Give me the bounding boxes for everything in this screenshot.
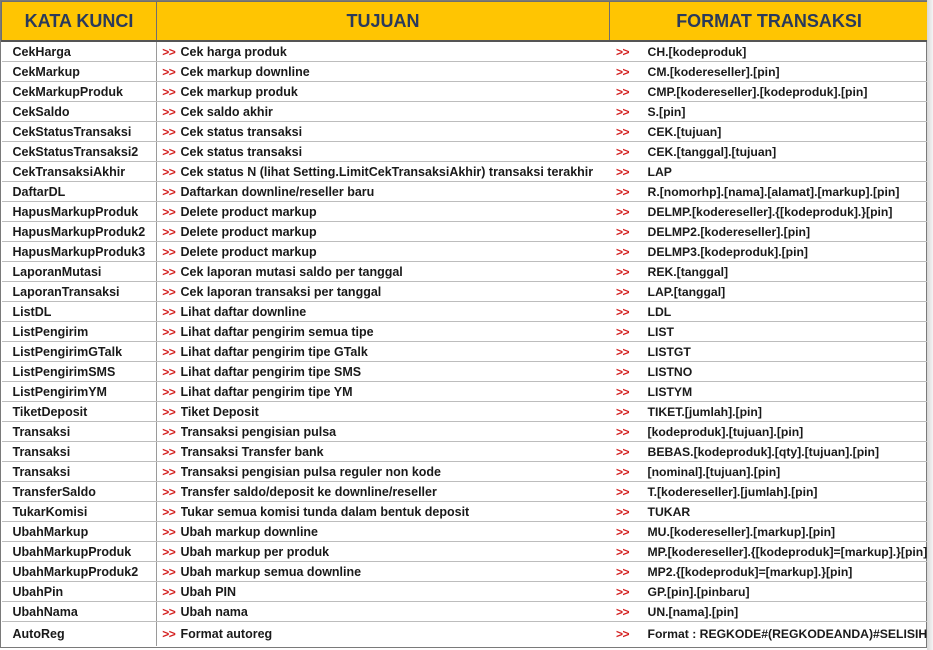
- table-row: [2, 522, 929, 542]
- right-edge-shadow: [927, 0, 933, 650]
- format-cell: BEBAS.[kodeproduk].[qty].[tujuan].[pin]: [636, 442, 929, 462]
- purpose-cell: Lihat daftar pengirim tipe SMS: [181, 362, 610, 382]
- arrow-marker: >>: [610, 41, 636, 62]
- arrow-marker: >>: [157, 482, 181, 502]
- purpose-cell: Transaksi pengisian pulsa: [181, 422, 610, 442]
- arrow-marker: >>: [157, 502, 181, 522]
- arrow-marker: >>: [610, 202, 636, 222]
- table-row: [2, 542, 929, 562]
- arrow-marker: >>: [610, 562, 636, 582]
- format-cell: CMP.[kodereseller].[kodeproduk].[pin]: [636, 82, 929, 102]
- purpose-cell: Lihat daftar downline: [181, 302, 610, 322]
- arrow-marker: >>: [610, 82, 636, 102]
- table-row: [2, 562, 929, 582]
- format-cell: CM.[kodereseller].[pin]: [636, 62, 929, 82]
- keyword-cell: UbahPin: [2, 582, 157, 602]
- format-cell: MP2.{[kodeproduk]=[markup].}[pin]: [636, 562, 929, 582]
- purpose-cell: Cek status transaksi: [181, 142, 610, 162]
- format-cell: Format : REGKODE#(REGKODEANDA)#SELISIH: [647, 627, 928, 641]
- keyword-cell: TiketDeposit: [2, 402, 157, 422]
- keyword-cell: CekSaldo: [2, 102, 157, 122]
- arrow-marker: >>: [157, 262, 181, 282]
- arrow-marker: >>: [610, 462, 636, 482]
- purpose-cell: Tiket Deposit: [181, 402, 610, 422]
- format-cell: DELMP2.[kodereseller].[pin]: [636, 222, 929, 242]
- keyword-cell: ListPengirimGTalk: [2, 342, 157, 362]
- purpose-cell: Cek saldo akhir: [181, 102, 610, 122]
- keyword-cell: UbahMarkupProduk2: [2, 562, 157, 582]
- arrow-marker: >>: [157, 102, 181, 122]
- purpose-cell: Ubah markup downline: [181, 522, 610, 542]
- keyword-cell: CekMarkupProduk: [2, 82, 157, 102]
- format-cell: [nominal].[tujuan].[pin]: [636, 462, 929, 482]
- purpose-cell: Cek laporan transaksi per tanggal: [181, 282, 610, 302]
- keyword-cell: Transaksi: [2, 422, 157, 442]
- arrow-marker: >>: [610, 242, 636, 262]
- arrow-marker: >>: [610, 302, 636, 322]
- format-cell: TIKET.[jumlah].[pin]: [636, 402, 929, 422]
- purpose-cell: Ubah markup per produk: [181, 542, 610, 562]
- arrow-marker: >>: [610, 162, 636, 182]
- keyword-cell: CekHarga: [2, 41, 157, 62]
- table-row: [2, 102, 929, 122]
- arrow-marker: >>: [157, 442, 181, 462]
- arrow-marker: >>: [610, 442, 636, 462]
- keyword-cell: LaporanTransaksi: [2, 282, 157, 302]
- arrow-marker: >>: [157, 522, 181, 542]
- format-cell: LAP.[tanggal]: [636, 282, 929, 302]
- purpose-cell: Cek status N (lihat Setting.LimitCekTransaksiAkhir) transaksi terakhir: [181, 162, 610, 182]
- keyword-cell: UbahMarkup: [2, 522, 157, 542]
- arrow-marker: >>: [610, 122, 636, 142]
- table-row: [2, 162, 929, 182]
- table-row: [2, 82, 929, 102]
- arrow-marker: >>: [157, 582, 181, 602]
- arrow-marker: >>: [610, 342, 636, 362]
- arrow-marker: >>: [610, 522, 636, 542]
- arrow-marker: >>: [610, 502, 636, 522]
- format-cell: LIST: [636, 322, 929, 342]
- format-cell: LDL: [636, 302, 929, 322]
- table-row: [2, 182, 929, 202]
- table-row: [2, 202, 929, 222]
- arrow-marker: >>: [157, 242, 181, 262]
- purpose-cell: Daftarkan downline/reseller baru: [181, 182, 610, 202]
- arrow-marker: >>: [610, 322, 636, 342]
- keyword-cell: ListDL: [2, 302, 157, 322]
- table-row: [2, 222, 929, 242]
- arrow-marker: >>: [157, 142, 181, 162]
- table-row: [2, 442, 929, 462]
- purpose-cell: Delete product markup: [181, 202, 610, 222]
- header-purpose: TUJUAN: [157, 2, 610, 42]
- keyword-cell: CekStatusTransaksi: [2, 122, 157, 142]
- keyword-cell: AutoReg: [2, 622, 157, 647]
- arrow-marker: >>: [610, 382, 636, 402]
- arrow-marker: >>: [610, 222, 636, 242]
- keyword-cell: TukarKomisi: [2, 502, 157, 522]
- arrow-marker: >>: [610, 102, 636, 122]
- format-cell: MU.[kodereseller].[markup].[pin]: [636, 522, 929, 542]
- keyword-cell: UbahMarkupProduk: [2, 542, 157, 562]
- keyword-cell: LaporanMutasi: [2, 262, 157, 282]
- arrow-marker: >>: [157, 542, 181, 562]
- purpose-cell: Transfer saldo/deposit ke downline/reseller: [181, 482, 610, 502]
- keyword-cell: HapusMarkupProduk: [2, 202, 157, 222]
- format-cell: DELMP3.[kodeproduk].[pin]: [636, 242, 929, 262]
- arrow-marker: >>: [157, 602, 181, 622]
- purpose-cell: Cek status transaksi: [181, 122, 610, 142]
- table-row: [2, 322, 929, 342]
- keyword-cell: HapusMarkupProduk3: [2, 242, 157, 262]
- keyword-cell: ListPengirimYM: [2, 382, 157, 402]
- arrow-marker: >>: [610, 142, 636, 162]
- arrow-marker: >>: [162, 627, 176, 641]
- format-cell: T.[kodereseller].[jumlah].[pin]: [636, 482, 929, 502]
- arrow-marker: >>: [610, 262, 636, 282]
- purpose-cell: Ubah nama: [181, 602, 610, 622]
- purpose-cell: Lihat daftar pengirim tipe GTalk: [181, 342, 610, 362]
- arrow-marker: >>: [610, 482, 636, 502]
- purpose-cell: Ubah PIN: [181, 582, 610, 602]
- arrow-marker: >>: [610, 602, 636, 622]
- table-row: [2, 342, 929, 362]
- table-row: [2, 422, 929, 442]
- arrow-marker: >>: [616, 627, 630, 641]
- arrow-marker: >>: [157, 122, 181, 142]
- arrow-marker: >>: [610, 282, 636, 302]
- format-cell: LISTNO: [636, 362, 929, 382]
- purpose-cell: Transaksi Transfer bank: [181, 442, 610, 462]
- keyword-cell: ListPengirimSMS: [2, 362, 157, 382]
- purpose-cell: Cek harga produk: [181, 41, 610, 62]
- format-cell: LISTYM: [636, 382, 929, 402]
- format-cell: CEK.[tujuan]: [636, 122, 929, 142]
- purpose-cell: Ubah markup semua downline: [181, 562, 610, 582]
- table-row: [2, 282, 929, 302]
- table-row: [2, 622, 929, 647]
- arrow-marker: >>: [610, 542, 636, 562]
- table-row: [2, 362, 929, 382]
- table-row: [2, 582, 929, 602]
- arrow-marker: >>: [157, 222, 181, 242]
- purpose-cell: Transaksi pengisian pulsa reguler non kode: [181, 462, 610, 482]
- arrow-marker: >>: [157, 382, 181, 402]
- table-row: [2, 502, 929, 522]
- table-row: [2, 462, 929, 482]
- keyword-cell: CekStatusTransaksi2: [2, 142, 157, 162]
- format-cell: LISTGT: [636, 342, 929, 362]
- table-row: [2, 242, 929, 262]
- keyword-cell: HapusMarkupProduk2: [2, 222, 157, 242]
- purpose-cell: Lihat daftar pengirim semua tipe: [181, 322, 610, 342]
- table-row: [2, 262, 929, 282]
- transaction-keyword-table: [1, 1, 929, 646]
- table-row: [2, 41, 929, 62]
- purpose-cell: Delete product markup: [181, 222, 610, 242]
- arrow-marker: >>: [157, 342, 181, 362]
- arrow-marker: >>: [157, 202, 181, 222]
- format-cell: CEK.[tanggal].[tujuan]: [636, 142, 929, 162]
- arrow-marker: >>: [157, 422, 181, 442]
- table-row: [2, 142, 929, 162]
- table-row: [2, 602, 929, 622]
- purpose-cell: Lihat daftar pengirim tipe YM: [181, 382, 610, 402]
- table-row: [2, 382, 929, 402]
- table-row: [2, 62, 929, 82]
- arrow-marker: >>: [157, 82, 181, 102]
- table-row: [2, 122, 929, 142]
- purpose-cell: Cek markup downline: [181, 62, 610, 82]
- arrow-marker: >>: [610, 362, 636, 382]
- keyword-cell: CekTransaksiAkhir: [2, 162, 157, 182]
- keyword-cell: UbahNama: [2, 602, 157, 622]
- arrow-marker: >>: [610, 422, 636, 442]
- keyword-cell: CekMarkup: [2, 62, 157, 82]
- format-cell: S.[pin]: [636, 102, 929, 122]
- arrow-marker: >>: [157, 402, 181, 422]
- table-row: [2, 302, 929, 322]
- purpose-cell: Cek laporan mutasi saldo per tanggal: [181, 262, 610, 282]
- keyword-cell: DaftarDL: [2, 182, 157, 202]
- format-cell: [kodeproduk].[tujuan].[pin]: [636, 422, 929, 442]
- arrow-marker: >>: [610, 62, 636, 82]
- arrow-marker: >>: [610, 582, 636, 602]
- purpose-cell: Tukar semua komisi tunda dalam bentuk deposit: [181, 502, 610, 522]
- arrow-marker: >>: [157, 462, 181, 482]
- arrow-marker: >>: [157, 562, 181, 582]
- arrow-marker: >>: [157, 362, 181, 382]
- arrow-marker: >>: [157, 162, 181, 182]
- format-cell: LAP: [636, 162, 929, 182]
- format-cell: REK.[tanggal]: [636, 262, 929, 282]
- format-cell: TUKAR: [636, 502, 929, 522]
- format-cell: UN.[nama].[pin]: [636, 602, 929, 622]
- format-cell: MP.[kodereseller].{[kodeproduk]=[markup].}[pin]: [636, 542, 929, 562]
- table-row: [2, 482, 929, 502]
- format-cell: CH.[kodeproduk]: [636, 41, 929, 62]
- purpose-cell: Format autoreg: [180, 627, 273, 641]
- format-cell: DELMP.[kodereseller].{[kodeproduk].}[pin]: [636, 202, 929, 222]
- arrow-marker: >>: [157, 182, 181, 202]
- arrow-marker: >>: [157, 62, 181, 82]
- header-format: FORMAT TRANSAKSI: [610, 2, 929, 42]
- table-body: [2, 41, 929, 646]
- arrow-marker: >>: [157, 41, 181, 62]
- header-keyword: KATA KUNCI: [2, 2, 157, 42]
- arrow-marker: >>: [610, 402, 636, 422]
- keyword-cell: Transaksi: [2, 442, 157, 462]
- arrow-marker: >>: [157, 282, 181, 302]
- purpose-cell: Cek markup produk: [181, 82, 610, 102]
- format-cell: GP.[pin].[pinbaru]: [636, 582, 929, 602]
- keyword-cell: ListPengirim: [2, 322, 157, 342]
- keyword-cell: Transaksi: [2, 462, 157, 482]
- table-row: [2, 402, 929, 422]
- arrow-marker: >>: [157, 302, 181, 322]
- arrow-marker: >>: [610, 182, 636, 202]
- table-header-row: [2, 2, 929, 42]
- arrow-marker: >>: [157, 322, 181, 342]
- format-cell: R.[nomorhp].[nama].[alamat].[markup].[pin]: [636, 182, 929, 202]
- purpose-cell: Delete product markup: [181, 242, 610, 262]
- keyword-cell: TransferSaldo: [2, 482, 157, 502]
